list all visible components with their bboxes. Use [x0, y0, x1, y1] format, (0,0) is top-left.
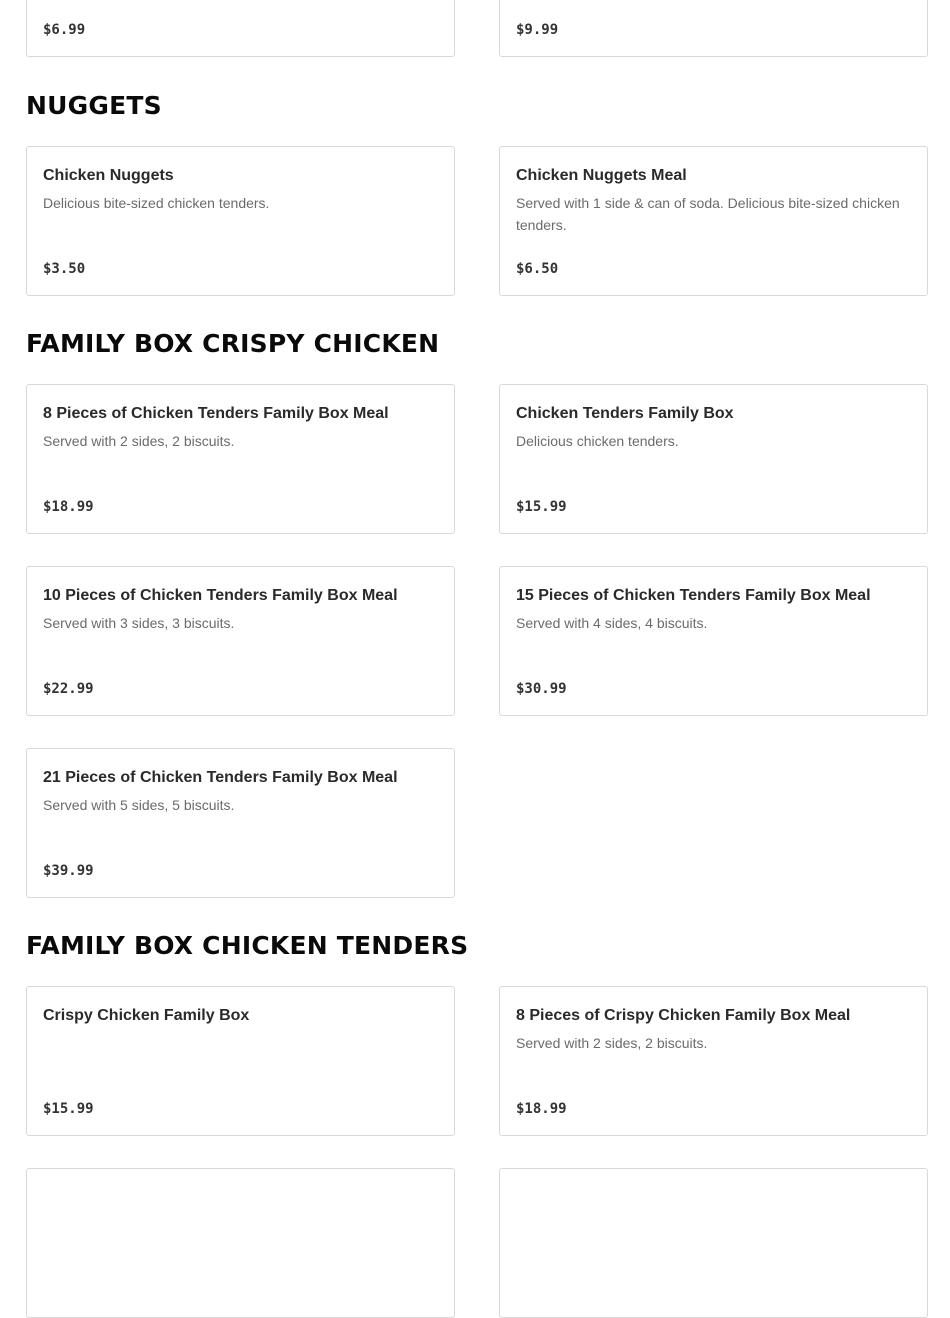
item-description: Served with 3 sides, 3 biscuits. — [43, 615, 235, 631]
item-description: Served with 4 sides, 4 biscuits. — [516, 615, 708, 631]
item-price: $39.99 — [43, 863, 94, 879]
menu-item-card[interactable] — [26, 0, 455, 57]
item-price: $18.99 — [43, 499, 94, 515]
menu-item-card[interactable] — [499, 384, 928, 534]
menu-item-card[interactable] — [26, 748, 455, 898]
item-name: 21 Pieces of Chicken Tenders Family Box Meal — [43, 769, 398, 786]
menu-item-card[interactable] — [26, 1168, 455, 1318]
item-name: 10 Pieces of Chicken Tenders Family Box Meal — [43, 587, 398, 604]
item-name: 8 Pieces of Chicken Tenders Family Box Meal — [43, 405, 389, 422]
item-description: Delicious bite-sized chicken tenders. — [43, 195, 270, 211]
section-title-family-box-crispy-chicken: FAMILY BOX CRISPY CHICKEN — [26, 329, 440, 358]
item-price: $15.99 — [516, 499, 567, 515]
item-price: $30.99 — [516, 681, 567, 697]
item-price: $6.99 — [43, 22, 86, 38]
item-price: $9.99 — [516, 22, 559, 38]
item-description: Served with 2 sides, 2 biscuits. — [516, 1035, 708, 1051]
item-description: Delicious chicken tenders. — [516, 433, 679, 449]
menu-item-card[interactable] — [499, 566, 928, 716]
menu-item-card[interactable] — [499, 0, 928, 57]
item-name: Crispy Chicken Family Box — [43, 1007, 250, 1024]
menu-item-card[interactable] — [499, 146, 928, 296]
menu-item-card[interactable] — [26, 986, 455, 1136]
item-price: $18.99 — [516, 1101, 567, 1117]
item-name: Chicken Nuggets Meal — [516, 167, 687, 184]
section-title-family-box-chicken-tenders: FAMILY BOX CHICKEN TENDERS — [26, 931, 469, 960]
item-name: Chicken Nuggets — [43, 167, 174, 184]
item-price: $3.50 — [43, 261, 86, 277]
item-description: Served with 1 side & can of soda. Delicious bite-sized chicken tenders. — [516, 195, 900, 233]
item-price: $15.99 — [43, 1101, 94, 1117]
item-price: $22.99 — [43, 681, 94, 697]
menu-item-card[interactable] — [499, 1168, 928, 1318]
menu-item-card[interactable] — [26, 146, 455, 296]
menu-item-card[interactable] — [499, 986, 928, 1136]
item-name: Chicken Tenders Family Box — [516, 405, 734, 422]
item-description: Served with 2 sides, 2 biscuits. — [43, 433, 235, 449]
menu-item-card[interactable] — [26, 566, 455, 716]
item-price: $6.50 — [516, 261, 559, 277]
section-title-nuggets: NUGGETS — [26, 91, 162, 120]
item-name: 15 Pieces of Chicken Tenders Family Box Meal — [516, 587, 871, 604]
item-name: 8 Pieces of Crispy Chicken Family Box Meal — [516, 1007, 851, 1024]
item-description: Served with 5 sides, 5 biscuits. — [43, 797, 235, 813]
menu-item-card[interactable] — [26, 384, 455, 534]
